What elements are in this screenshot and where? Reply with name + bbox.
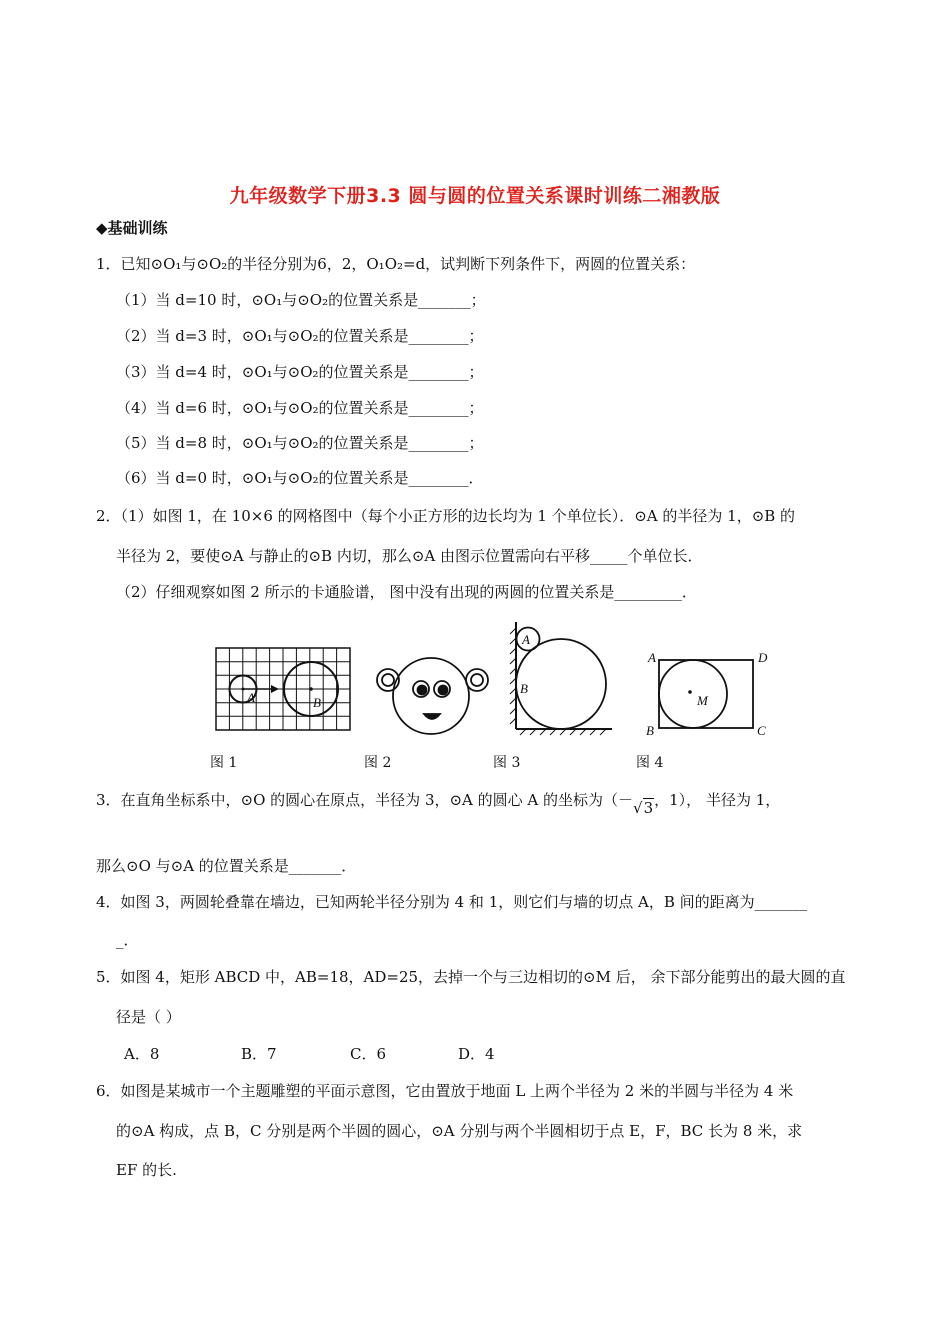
sqrt-radicand: 3 (643, 799, 654, 817)
figure-3-wheels (510, 622, 612, 735)
q6-line-3: EF 的长. (116, 1161, 177, 1179)
q3-part-1: 3．在直角坐标系中，⊙O 的圆心在原点，半径为 3，⊙A 的圆心 A 的坐标为（－ (96, 791, 634, 809)
q3-line-2: 那么⊙O 与⊙A 的位置关系是_______． (96, 857, 357, 875)
wheel-small (517, 628, 540, 651)
fig1-label-b: B (313, 695, 321, 710)
q6-line-1: 6．如图是某城市一个主题雕塑的平面示意图，它由置放于地面 L 上两个半径为 2 米的半圆与半径为 4 米 (96, 1082, 794, 1100)
figure-4-rectangle (659, 660, 753, 728)
q3-part-2: ，1）， 半径为 1， (654, 791, 781, 809)
fig4-caption: 图 4 (636, 755, 664, 771)
fig4-label-d: D (758, 650, 768, 665)
q5-line-1: 5．如图 4，矩形 ABCD 中，AB=18，AD=25，去掉一个与三边相切的⊙M 后， 余下部分能剪出的最大圆的直 (96, 968, 846, 986)
fig2-caption: 图 2 (364, 755, 392, 771)
q2-line-1: 2．（1）如图 1，在 10×6 的网格图中（每个小正方形的边长均为 1 个单位长）．⊙A 的半径为 1，⊙B 的 (96, 507, 796, 525)
q5-line-2: 径是（ ） (116, 1008, 181, 1026)
page-title: 九年级数学下册3.3 圆与圆的位置关系课时训练二湘教版 (229, 185, 721, 207)
q3-line-1 (96, 790, 781, 817)
q4-line-2: _． (116, 931, 139, 949)
fig3-label-b: B (520, 681, 528, 696)
figure-1-grid (216, 648, 350, 730)
fig1-label-a: A (247, 690, 255, 705)
fig4-label-c: C (757, 723, 766, 738)
q4-line-1: 4．如图 3，两圆轮叠靠在墙边，已知两轮半径分别为 4 和 1，则它们与墙的切点 A，B 间的距离为_______ (96, 893, 808, 911)
circle-b-fig1 (284, 662, 338, 716)
q1-stem: 1．已知⊙O₁与⊙O₂的半径分别为6，2，O₁O₂=d，试判断下列条件下，两圆的位置关系： (96, 255, 696, 273)
q1-item-3: （3）当 d=4 时，⊙O₁与⊙O₂的位置关系是________； (116, 363, 484, 381)
fig4-label-a: A (648, 650, 656, 665)
q5-option-a: A．8 (124, 1045, 160, 1063)
q2-line-3: （2）仔细观察如图 2 所示的卡通脸谱， 图中没有出现的两圆的位置关系是_________． (116, 583, 697, 601)
q5-option-c: C．6 (350, 1045, 387, 1063)
section-heading: ◆基础训练 (96, 219, 168, 237)
fig3-caption: 图 3 (493, 755, 521, 771)
q1-item-1: （1）当 d=10 时，⊙O₁与⊙O₂的位置关系是_______； (116, 291, 486, 309)
q5-option-b: B．7 (241, 1045, 277, 1063)
sqrt-expression: √3 (633, 799, 654, 817)
q5-option-d: D．4 (458, 1045, 495, 1063)
circle-a-fig1 (230, 676, 257, 703)
q1-item-5: （5）当 d=8 时，⊙O₁与⊙O₂的位置关系是________； (116, 434, 484, 452)
q1-item-4: （4）当 d=6 时，⊙O₁与⊙O₂的位置关系是________； (116, 399, 484, 417)
q6-line-2: 的⊙A 构成，点 B，C 分别是两个半圆的圆心，⊙A 分别与两个半圆相切于点 E，F，BC 长为 8 米，求 (116, 1122, 803, 1140)
wheel-large (516, 639, 606, 729)
fig1-caption: 图 1 (210, 755, 238, 771)
q2-line-2: 半径为 2，要使⊙A 与静止的⊙B 内切，那么⊙A 由图示位置需向右平移_____个单位长． (116, 547, 703, 565)
fig4-label-m: M (697, 693, 708, 708)
fig4-label-b: B (646, 723, 654, 738)
q1-item-6: （6）当 d=0 时，⊙O₁与⊙O₂的位置关系是________． (116, 469, 484, 487)
figure-2-face (377, 658, 488, 734)
q1-item-2: （2）当 d=3 时，⊙O₁与⊙O₂的位置关系是________； (116, 327, 484, 345)
circle-m (659, 660, 727, 728)
fig3-label-a: A (522, 632, 530, 647)
